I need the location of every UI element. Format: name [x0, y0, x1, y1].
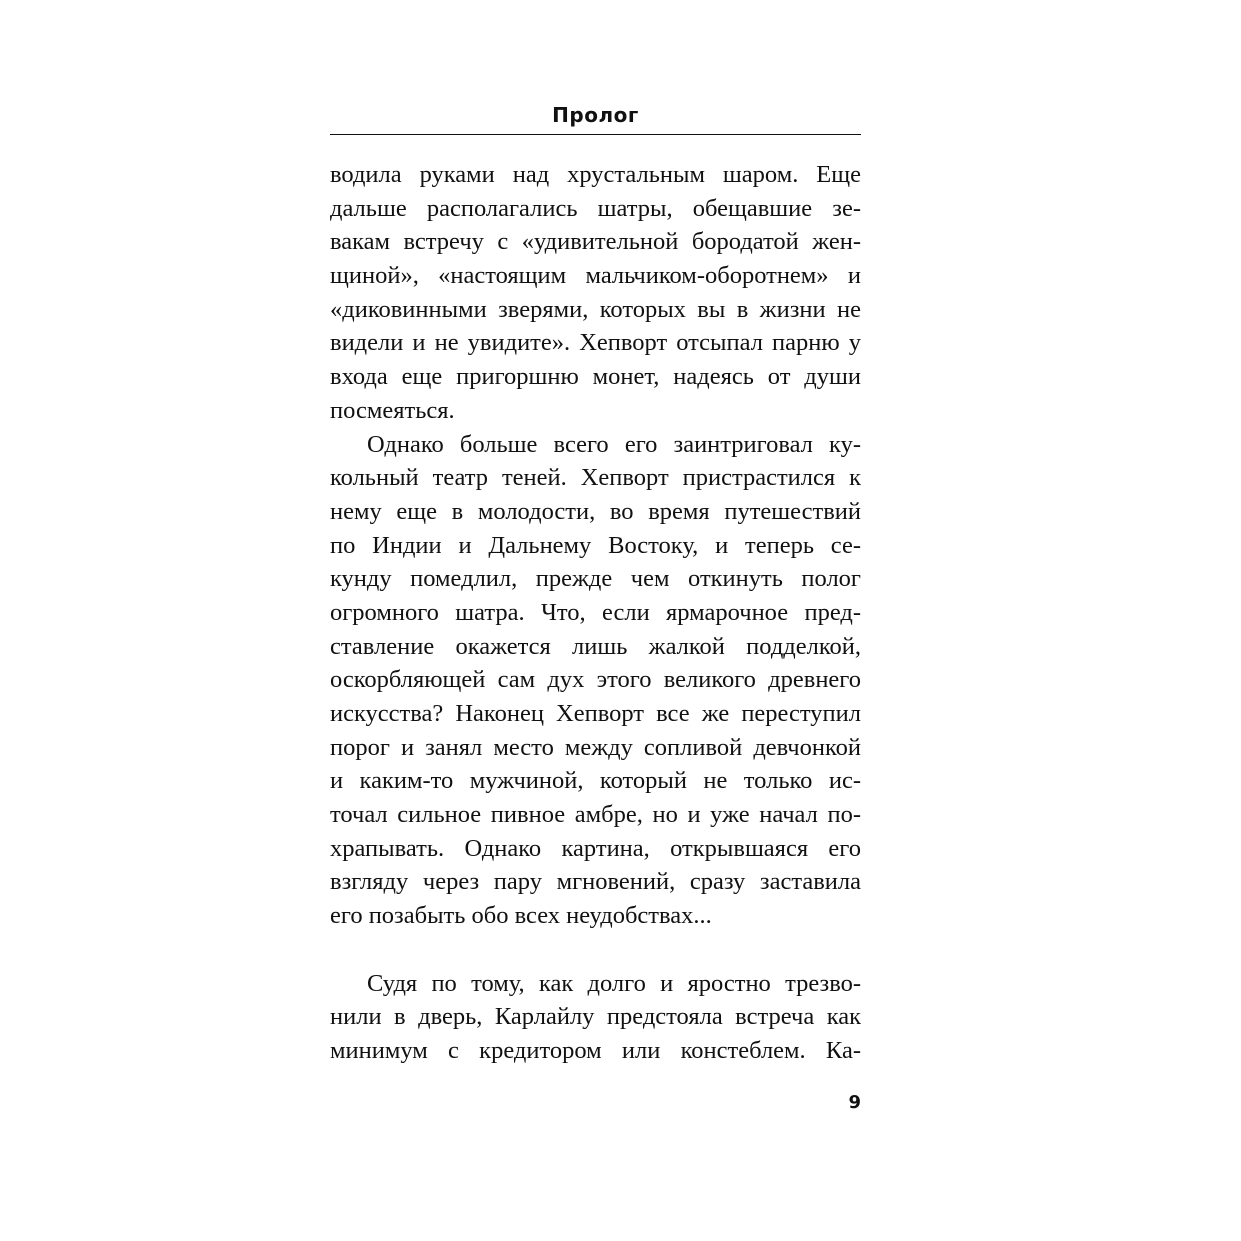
text-line: вакам встречу с «удивительной бородатой жен- [330, 228, 861, 256]
text-line: искусства? Наконец Хепворт все же переступил [330, 700, 861, 727]
text-line: и каким-то мужчиной, который не только ис- [330, 767, 861, 795]
text-line: его позабыть обо всех неудобствах... [330, 902, 712, 930]
text-line: порог и занял место между сопливой девчонкой [330, 733, 861, 761]
text-line: ставление окажется лишь жалкой подделкой, [330, 632, 861, 660]
header-rule [330, 134, 861, 135]
running-head: Пролог [552, 103, 639, 127]
text-line: огромного шатра. Что, если ярмарочное пред- [330, 598, 861, 626]
text-line: минимум с кредитором или констеблем. Ка- [330, 1036, 861, 1064]
page-number: 9 [848, 1092, 861, 1113]
text-line: нему еще в молодости, во время путешествий [330, 497, 861, 525]
text-line: кунду помедлил, прежде чем откинуть полог [330, 565, 861, 593]
text-line: Однако больше всего его заинтриговал ку- [367, 430, 861, 458]
text-line: «диковинными зверями, которых вы в жизни не [330, 295, 861, 323]
text-line: водила руками над хрустальным шаром. Еще [330, 161, 861, 188]
text-line: взгляду через пару мгновений, сразу заставила [330, 868, 861, 896]
text-line: входа еще пригоршню монет, надеясь от души [330, 363, 861, 391]
text-line: точал сильное пивное амбре, но и уже начал по- [330, 801, 861, 829]
text-line: оскорбляющей сам дух этого великого древнего [330, 666, 861, 694]
text-line: щиной», «настоящим мальчиком-оборотнем» и [330, 262, 861, 290]
text-line: по Индии и Дальнему Востоку, и теперь се- [330, 531, 861, 559]
text-line: кольный театр теней. Хепворт пристрастился к [330, 464, 861, 492]
text-line: видели и не увидите». Хепворт отсыпал парню у [330, 329, 861, 357]
text-line: дальше располагались шатры, обещавшие зе- [330, 194, 861, 222]
text-line: Судя по тому, как долго и яростно трезво- [367, 969, 861, 997]
text-line: нили в дверь, Карлайлу предстояла встреча как [330, 1003, 861, 1031]
text-line: посмеяться. [330, 396, 455, 424]
body-text [330, 158, 861, 1068]
section-break [330, 933, 861, 967]
text-line: храпывать. Однако картина, открывшаяся его [330, 834, 861, 862]
